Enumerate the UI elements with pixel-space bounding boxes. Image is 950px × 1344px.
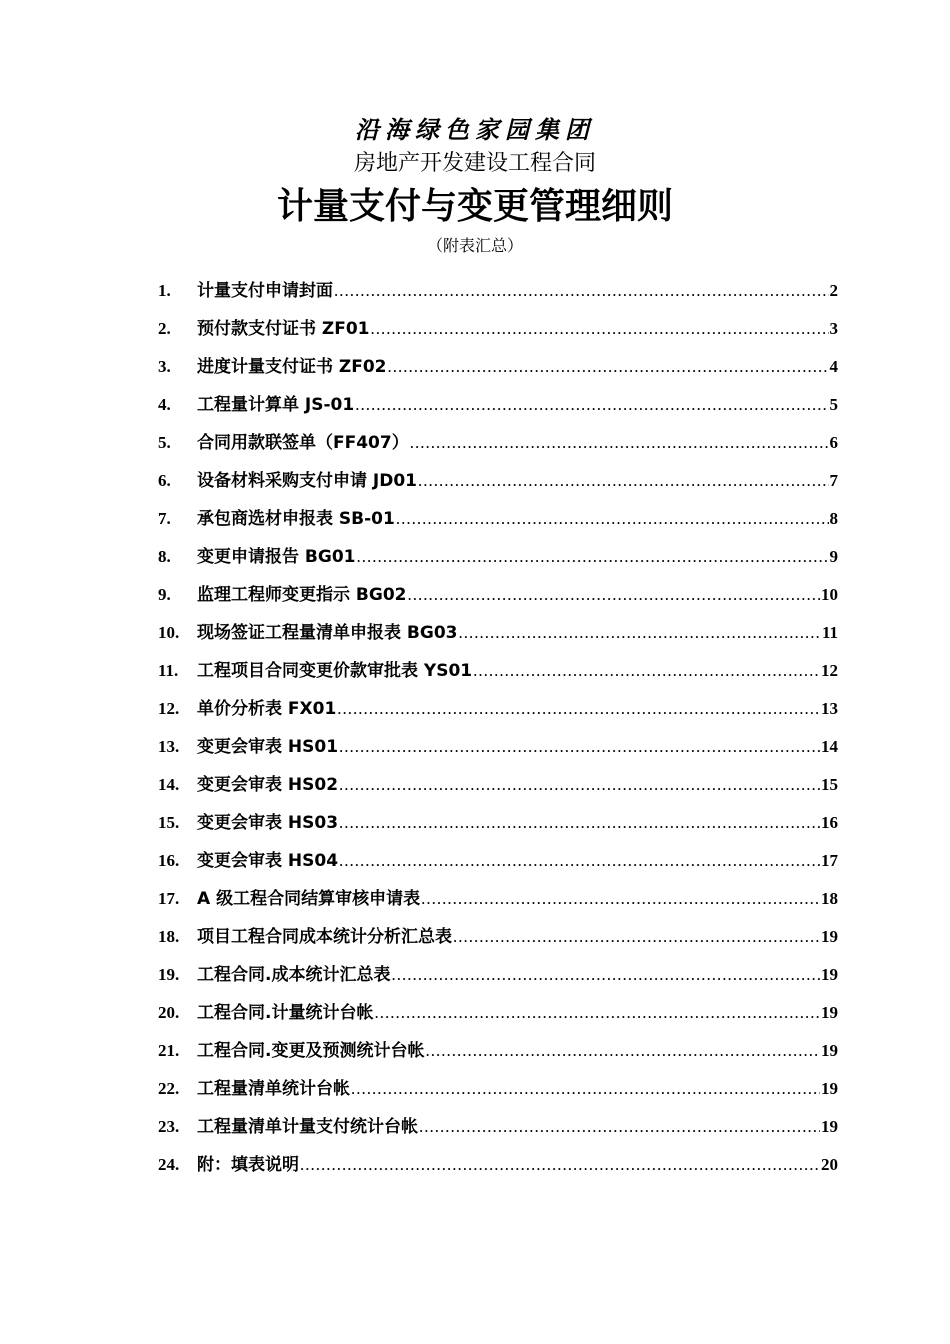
document-title: 计量支付与变更管理细则	[276, 186, 673, 227]
toc-dot-leader	[339, 733, 820, 761]
toc-entry[interactable]	[158, 657, 838, 695]
toc-entry[interactable]	[158, 467, 838, 505]
toc-entry-number: 16.	[158, 851, 180, 870]
toc-entry[interactable]	[158, 505, 838, 543]
toc-dot-leader	[339, 809, 820, 837]
toc-dot-leader	[453, 923, 820, 951]
toc-entry-label: 变更会审表 HS01	[197, 737, 339, 757]
toc-entry-number: 10.	[158, 623, 180, 642]
toc-entry[interactable]	[158, 961, 838, 999]
toc-entry-page: 13	[821, 699, 838, 718]
toc-entry-label: 工程量清单计量支付统计台帐	[197, 1117, 418, 1137]
toc-entry-number: 8.	[158, 547, 171, 566]
document-subtitle: 房地产开发建设工程合同	[353, 151, 596, 176]
title-note: （附表汇总）	[426, 236, 523, 255]
toc-entry[interactable]	[158, 771, 838, 809]
toc-entry-label: 工程合同.变更及预测统计台帐	[197, 1041, 425, 1061]
organization-name: 沿海绿色家园集团	[355, 115, 595, 144]
toc-dot-leader	[388, 353, 829, 381]
toc-entry-label: 预付款支付证书 ZF01	[197, 319, 370, 339]
toc-entry-number: 2.	[158, 319, 171, 338]
toc-entry-page: 19	[821, 1003, 838, 1022]
toc-entry[interactable]	[158, 695, 838, 733]
toc-entry-page: 7	[829, 471, 838, 490]
toc-entry-label: 设备材料采购支付申请 JD01	[197, 471, 418, 491]
toc-entry-number: 18.	[158, 927, 180, 946]
toc-dot-leader	[339, 771, 820, 799]
toc-entry-page: 11	[821, 623, 838, 642]
toc-entry-number: 24.	[158, 1155, 180, 1174]
toc-dot-leader	[337, 695, 820, 723]
table-of-contents	[158, 277, 838, 1189]
toc-entry-page: 5	[829, 395, 838, 414]
toc-entry-page: 3	[829, 319, 838, 338]
toc-entry-number: 7.	[158, 509, 171, 528]
toc-entry-page: 19	[821, 1041, 838, 1060]
toc-entry-label: 计量支付申请封面	[197, 281, 333, 301]
toc-entry[interactable]	[158, 1151, 838, 1189]
toc-entry[interactable]	[158, 619, 838, 657]
toc-entry-label: 项目工程合同成本统计分析汇总表	[197, 927, 452, 947]
toc-entry-label: 工程项目合同变更价款审批表 YS01	[197, 661, 473, 681]
toc-entry-page: 9	[829, 547, 838, 566]
toc-entry-number: 3.	[158, 357, 171, 376]
toc-dot-leader	[300, 1151, 820, 1179]
toc-dot-leader	[371, 315, 829, 343]
toc-dot-leader	[391, 961, 820, 989]
toc-entry[interactable]	[158, 885, 838, 923]
toc-entry[interactable]	[158, 581, 838, 619]
toc-entry-label: 变更会审表 HS03	[197, 813, 339, 833]
toc-entry-page: 2	[829, 281, 838, 300]
toc-entry-label: 变更会审表 HS04	[197, 851, 339, 871]
toc-entry-number: 5.	[158, 433, 171, 452]
toc-dot-leader	[419, 1113, 820, 1141]
toc-entry-page: 17	[821, 851, 838, 870]
toc-entry-page: 19	[821, 927, 838, 946]
toc-entry-label: 监理工程师变更指示 BG02	[197, 585, 407, 605]
toc-dot-leader	[459, 619, 821, 647]
toc-entry[interactable]	[158, 277, 838, 315]
toc-dot-leader	[418, 467, 828, 495]
toc-entry-page: 8	[829, 509, 838, 528]
toc-entry-number: 20.	[158, 1003, 180, 1022]
toc-entry-number: 15.	[158, 813, 180, 832]
toc-entry-number: 9.	[158, 585, 171, 604]
toc-entry[interactable]	[158, 847, 838, 885]
toc-dot-leader	[396, 505, 829, 533]
toc-entry-label: 承包商选材申报表 SB-01	[197, 509, 395, 529]
toc-dot-leader	[355, 391, 828, 419]
toc-dot-leader	[408, 581, 821, 609]
toc-entry-page: 19	[821, 1079, 838, 1098]
toc-entry[interactable]	[158, 391, 838, 429]
toc-entry-page: 18	[821, 889, 838, 908]
toc-dot-leader	[410, 429, 829, 457]
toc-entry[interactable]	[158, 923, 838, 961]
toc-entry-label: A 级工程合同结算审核申请表	[197, 889, 421, 909]
toc-entry[interactable]	[158, 543, 838, 581]
toc-entry[interactable]	[158, 315, 838, 353]
toc-entry-number: 19.	[158, 965, 180, 984]
toc-entry-number: 4.	[158, 395, 171, 414]
toc-entry-page: 16	[821, 813, 838, 832]
toc-entry-label: 单价分析表 FX01	[197, 699, 337, 719]
toc-entry[interactable]	[158, 1037, 838, 1075]
toc-dot-leader	[425, 1037, 820, 1065]
toc-entry-number: 1.	[158, 281, 171, 300]
toc-dot-leader	[357, 543, 829, 571]
toc-entry-number: 14.	[158, 775, 180, 794]
toc-dot-leader	[421, 885, 820, 913]
toc-entry-page: 4	[829, 357, 838, 376]
toc-entry-label: 附：填表说明	[197, 1155, 299, 1175]
toc-entry-page: 14	[821, 737, 838, 756]
toc-entry[interactable]	[158, 429, 838, 467]
toc-entry[interactable]	[158, 733, 838, 771]
toc-dot-leader	[339, 847, 820, 875]
toc-entry[interactable]	[158, 809, 838, 847]
toc-dot-leader	[473, 657, 820, 685]
toc-dot-leader	[351, 1075, 820, 1103]
toc-entry-label: 进度计量支付证书 ZF02	[197, 357, 387, 377]
toc-entry[interactable]	[158, 999, 838, 1037]
toc-entry-number: 11.	[158, 661, 179, 680]
toc-entry-number: 17.	[158, 889, 180, 908]
toc-entry-label: 工程合同.计量统计台帐	[197, 1003, 374, 1023]
toc-entry-page: 6	[829, 433, 838, 452]
toc-entry-number: 6.	[158, 471, 171, 490]
toc-dot-leader	[374, 999, 820, 1027]
toc-entry-label: 合同用款联签单（FF407）	[197, 433, 409, 453]
toc-entry-label: 工程合同.成本统计汇总表	[197, 965, 391, 985]
toc-entry[interactable]	[158, 353, 838, 391]
toc-entry-label: 工程量计算单 JS-01	[197, 395, 355, 415]
toc-entry-page: 12	[821, 661, 838, 680]
toc-entry[interactable]	[158, 1113, 838, 1151]
toc-entry-number: 21.	[158, 1041, 180, 1060]
toc-entry-label: 工程量清单统计台帐	[197, 1079, 350, 1099]
toc-dot-leader	[334, 277, 829, 305]
toc-entry-page: 19	[821, 965, 838, 984]
toc-entry-label: 变更会审表 HS02	[197, 775, 339, 795]
toc-entry-page: 20	[821, 1155, 838, 1174]
title-block	[0, 112, 950, 258]
toc-entry-number: 12.	[158, 699, 180, 718]
toc-entry-page: 19	[821, 1117, 838, 1136]
toc-entry-number: 13.	[158, 737, 180, 756]
toc-entry-label: 现场签证工程量清单申报表 BG03	[197, 623, 458, 643]
toc-entry[interactable]	[158, 1075, 838, 1113]
toc-entry-page: 10	[821, 585, 838, 604]
toc-entry-number: 22.	[158, 1079, 180, 1098]
toc-entry-page: 15	[821, 775, 838, 794]
toc-entry-label: 变更申请报告 BG01	[197, 547, 356, 567]
toc-entry-number: 23.	[158, 1117, 180, 1136]
